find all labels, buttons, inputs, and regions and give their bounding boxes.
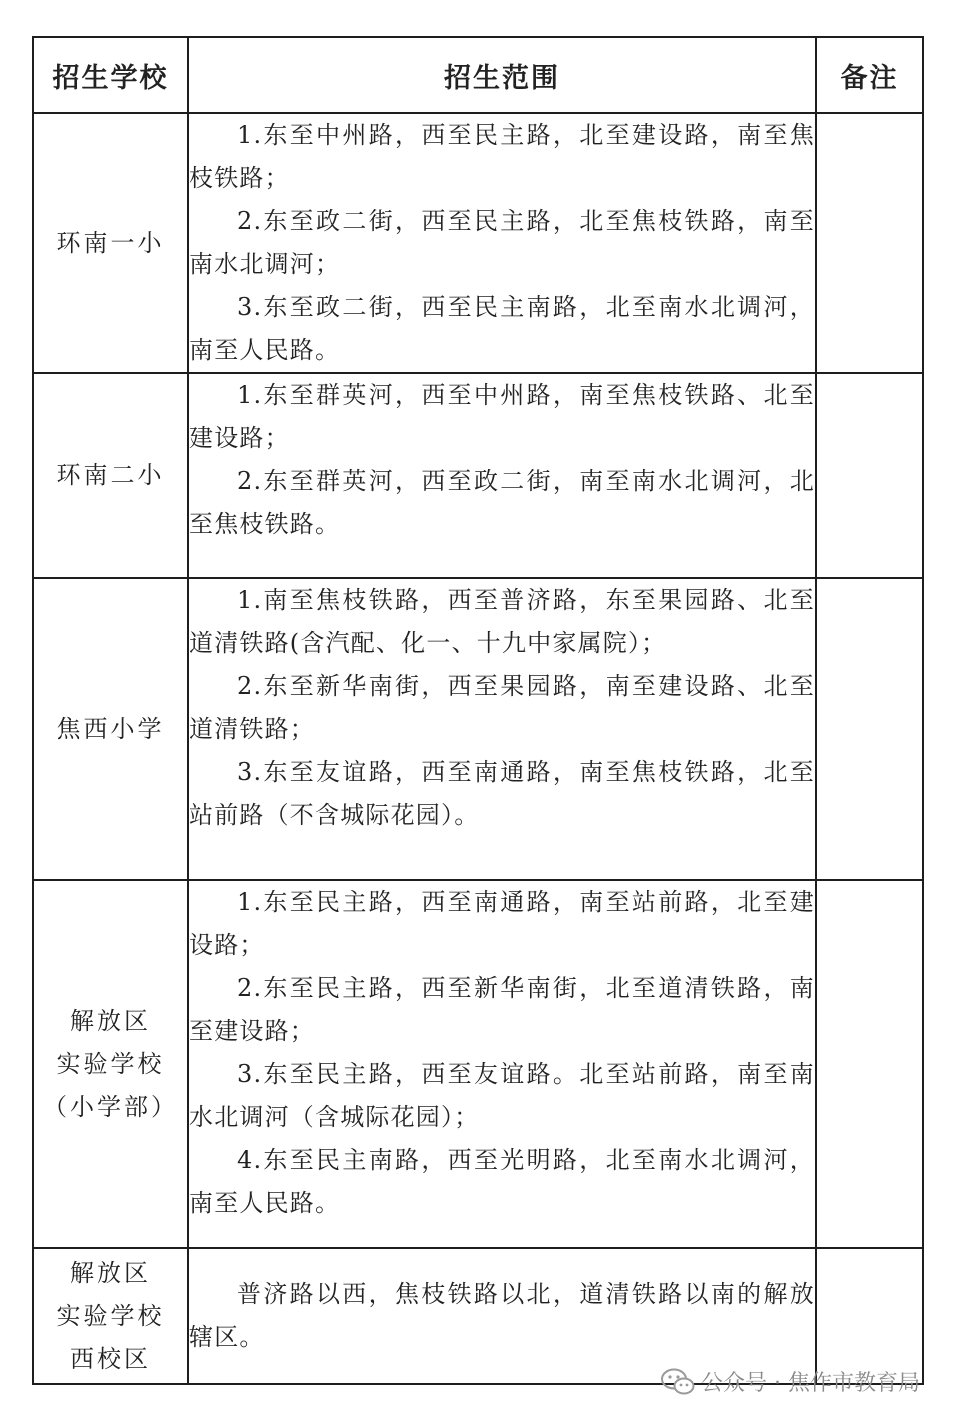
range-item: 1.东至中州路，西至民主路，北至建设路，南至焦枝铁路； bbox=[189, 121, 815, 192]
school-cell bbox=[33, 578, 188, 880]
table-row bbox=[33, 578, 923, 880]
table-row bbox=[33, 113, 923, 373]
range-item: 4.东至民主南路，西至光明路，北至南水北调河，南至人民路。 bbox=[189, 1146, 815, 1217]
school-name: 环南一小 bbox=[56, 228, 165, 257]
range-item: 3.东至政二街，西至民主南路，北至南水北调河，南至人民路。 bbox=[189, 293, 815, 364]
school-name: 环南二小 bbox=[56, 461, 165, 489]
school-name: 焦西小学 bbox=[56, 714, 165, 743]
school-cell bbox=[33, 373, 188, 578]
range-cell bbox=[188, 880, 816, 1248]
school-name-line: 解放区 bbox=[70, 1258, 151, 1287]
school-name-line: 西校区 bbox=[70, 1344, 151, 1373]
range-item: 1.东至民主路，西至南通路，南至站前路，北至建设路； bbox=[189, 888, 815, 959]
school-name-line: 实验学校 bbox=[56, 1301, 165, 1330]
table-row bbox=[33, 1248, 923, 1384]
school-cell bbox=[33, 113, 188, 373]
range-cell bbox=[188, 578, 816, 880]
range-item: 3.东至友谊路，西至南通路，南至焦枝铁路，北至站前路（不含城际花园）。 bbox=[189, 758, 815, 829]
range-item: 1.东至群英河，西至中州路，南至焦枝铁路、北至建设路； bbox=[189, 381, 815, 452]
range-item: 2.东至新华南街，西至果园路，南至建设路、北至道清铁路； bbox=[189, 672, 815, 743]
header-school: 招生学校 bbox=[33, 37, 188, 113]
note-cell bbox=[816, 880, 923, 1248]
header-note: 备注 bbox=[816, 37, 923, 113]
range-item: 普济路以西，焦枝铁路以北，道清铁路以南的解放辖区。 bbox=[189, 1280, 815, 1351]
school-name-line: 解放区 bbox=[70, 1006, 151, 1035]
watermark-text: 公众号 · 焦作市教育局 bbox=[701, 1371, 920, 1396]
note-cell bbox=[816, 1248, 923, 1384]
table-row bbox=[33, 373, 923, 578]
wechat-icon bbox=[661, 1368, 695, 1396]
range-item: 2.东至群英河，西至政二街，南至南水北调河，北至焦枝铁路。 bbox=[189, 467, 815, 538]
note-cell bbox=[816, 578, 923, 880]
range-item: 2.东至政二街，西至民主路，北至焦枝铁路，南至南水北调河； bbox=[189, 207, 815, 278]
note-cell bbox=[816, 373, 923, 578]
range-cell bbox=[188, 373, 816, 578]
range-cell bbox=[188, 1248, 816, 1384]
school-name-line: 实验学校 bbox=[56, 1049, 165, 1078]
header-row bbox=[33, 37, 923, 113]
range-item: 2.东至民主路，西至新华南街，北至道清铁路，南至建设路； bbox=[189, 974, 815, 1045]
table-row bbox=[33, 880, 923, 1248]
enrollment-table bbox=[32, 36, 924, 1385]
school-cell bbox=[33, 880, 188, 1248]
header-range: 招生范围 bbox=[188, 37, 816, 113]
note-cell bbox=[816, 113, 923, 373]
range-item: 3.东至民主路，西至友谊路。北至站前路，南至南水北调河（含城际花园）； bbox=[189, 1060, 815, 1131]
range-item: 1.南至焦枝铁路，西至普济路，东至果园路、北至道清铁路(含汽配、化一、十九中家属院）； bbox=[189, 586, 815, 657]
range-cell bbox=[188, 113, 816, 373]
watermark bbox=[661, 1366, 920, 1397]
school-name-line: （小学部） bbox=[43, 1092, 178, 1121]
school-cell bbox=[33, 1248, 188, 1384]
